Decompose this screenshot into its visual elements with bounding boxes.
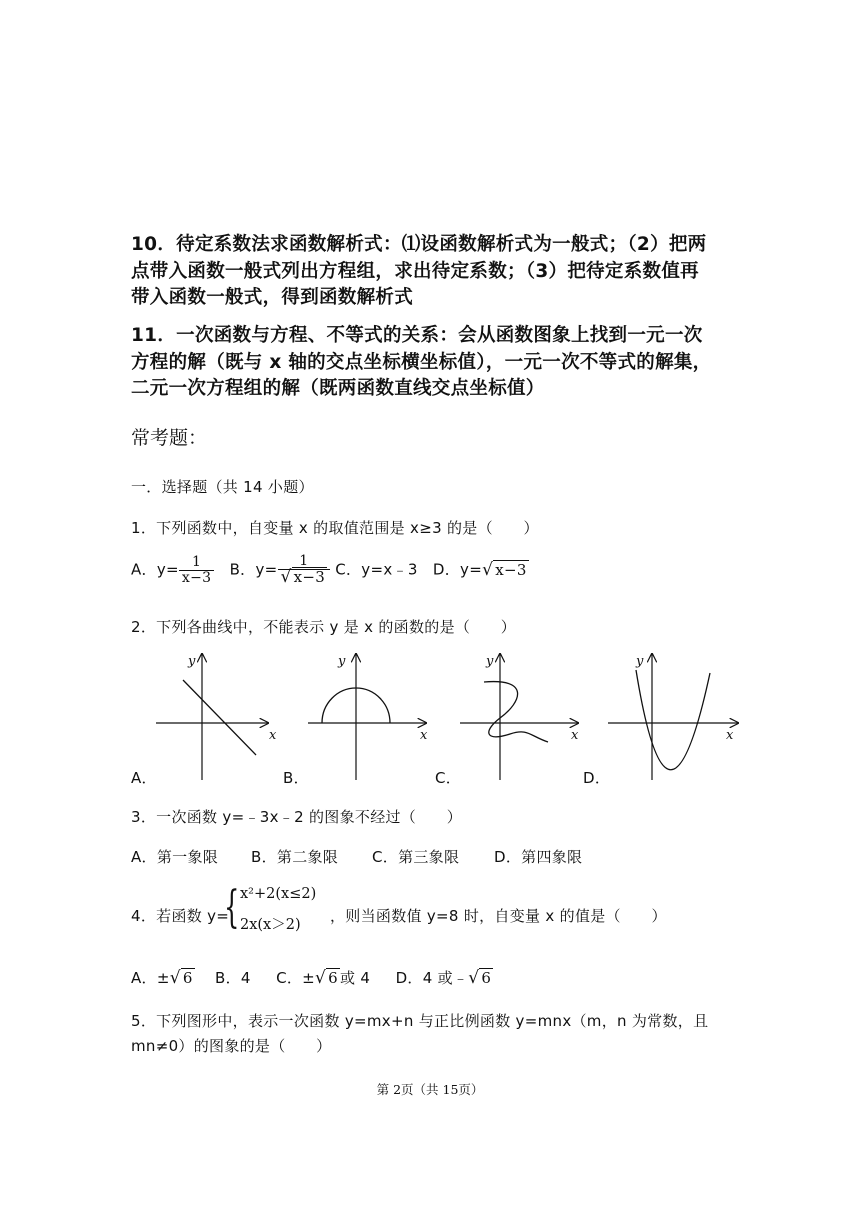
q1-option-d-prefix: D．y=: [432, 560, 483, 579]
q2-stem: 2．下列各曲线中，不能表示 y 是 x 的函数的是（ ）: [131, 618, 517, 636]
knowledge-11-line1: 11．一次函数与方程、不等式的关系：会从函数图象上找到一元一次: [131, 325, 703, 346]
graph-c: [460, 654, 579, 780]
q4-option-b: B．4: [215, 969, 251, 987]
q1-option-a-fraction: $\frac{1}{x-3}$: [179, 555, 214, 586]
q3-option-b: B．第二象限: [251, 848, 339, 866]
q4-option-a: A．±: [131, 969, 170, 987]
q4-stem-prefix: 4．若函数 y=: [131, 907, 230, 925]
graph-d-x-label: x: [726, 728, 734, 743]
graph-b: [308, 654, 428, 780]
graph-a-y-label: y: [188, 654, 196, 669]
q4-option-a-radical: √ 6: [169, 968, 193, 988]
graph-a-x-label: x: [269, 728, 277, 743]
knowledge-11-line2: 方程的解（既与 x 轴的交点坐标横坐标值），一元一次不等式的解集，: [131, 352, 712, 373]
q4-stem-suffix: ，则当函数值 y=8 时，自变量 x 的值是（ ）: [330, 907, 667, 925]
q2-label-d: D．: [583, 769, 611, 787]
q1-options: [131, 554, 529, 586]
graph-b-x-label: x: [420, 728, 428, 743]
q1-option-a-prefix: A．y=: [131, 560, 179, 579]
q3-option-a: A．第一象限: [131, 848, 219, 866]
graph-c-y-label: y: [486, 654, 494, 669]
graph-d-y-label: y: [636, 654, 644, 669]
knowledge-11-line3: 二元一次方程组的解（既两函数直线交点坐标值）: [131, 378, 545, 399]
q2-label-a: A．: [131, 769, 157, 787]
q4-option-c: C．±: [276, 969, 316, 987]
q1-option-b-fraction: $\frac{1}{√ x-3}$: [278, 554, 331, 586]
section-title: 一．选择题（共 14 小题）: [131, 478, 314, 496]
knowledge-10-line3: 带入函数一般式，得到函数解析式: [131, 287, 414, 308]
graph-a: [156, 654, 277, 780]
q1-option-b-prefix: B．y=: [229, 560, 278, 579]
q3-option-d: D．第四象限: [494, 848, 583, 866]
q4-brace: {: [224, 882, 240, 933]
q1-option-c: C．y=x﹣3: [335, 560, 418, 579]
q1-option-d-radical: √ x−3: [482, 559, 527, 580]
graph-c-x-label: x: [571, 728, 579, 743]
q3-option-c: C．第三象限: [372, 848, 460, 866]
graph-d: [608, 654, 738, 780]
q3-stem: 3．一次函数 y=﹣3x﹣2 的图象不经过（ ）: [131, 808, 462, 826]
q4-option-c-tail: 或 4: [340, 969, 371, 987]
q2-label-b: B．: [283, 769, 309, 787]
page-footer: 第 2页（共 15页）: [376, 1082, 484, 1097]
q4-case-2: 2x(x＞2): [240, 917, 301, 933]
q4-options: [131, 967, 493, 988]
q5-line1: 5．下列图形中，表示一次函数 y=mx+n 与正比例函数 y=mnx（m，n 为常数，且: [131, 1012, 709, 1030]
q4-option-d: D．4 或﹣: [395, 969, 469, 987]
graph-b-y-label: y: [338, 654, 346, 669]
q1-stem: 1．下列函数中，自变量 x 的取值范围是 x≥3 的是（ ）: [131, 519, 539, 537]
knowledge-10-line2: 点带入函数一般式列出方程组，求出待定系数；（3）把待定系数值再: [131, 261, 699, 282]
q4-option-c-radical: √ 6: [315, 968, 339, 988]
knowledge-10-line1: 10．待定系数法求函数解析式：⑴设函数解析式为一般式；（2）把两: [131, 234, 707, 255]
q4-option-d-radical: √ 6: [468, 968, 492, 988]
q4-case-1: x²+2(x≤2): [240, 886, 317, 902]
q5-line2: mn≠0）的图象的是（ ）: [131, 1037, 332, 1055]
q2-label-c: C．: [435, 769, 462, 787]
page-heading: 常考题：: [131, 427, 208, 449]
